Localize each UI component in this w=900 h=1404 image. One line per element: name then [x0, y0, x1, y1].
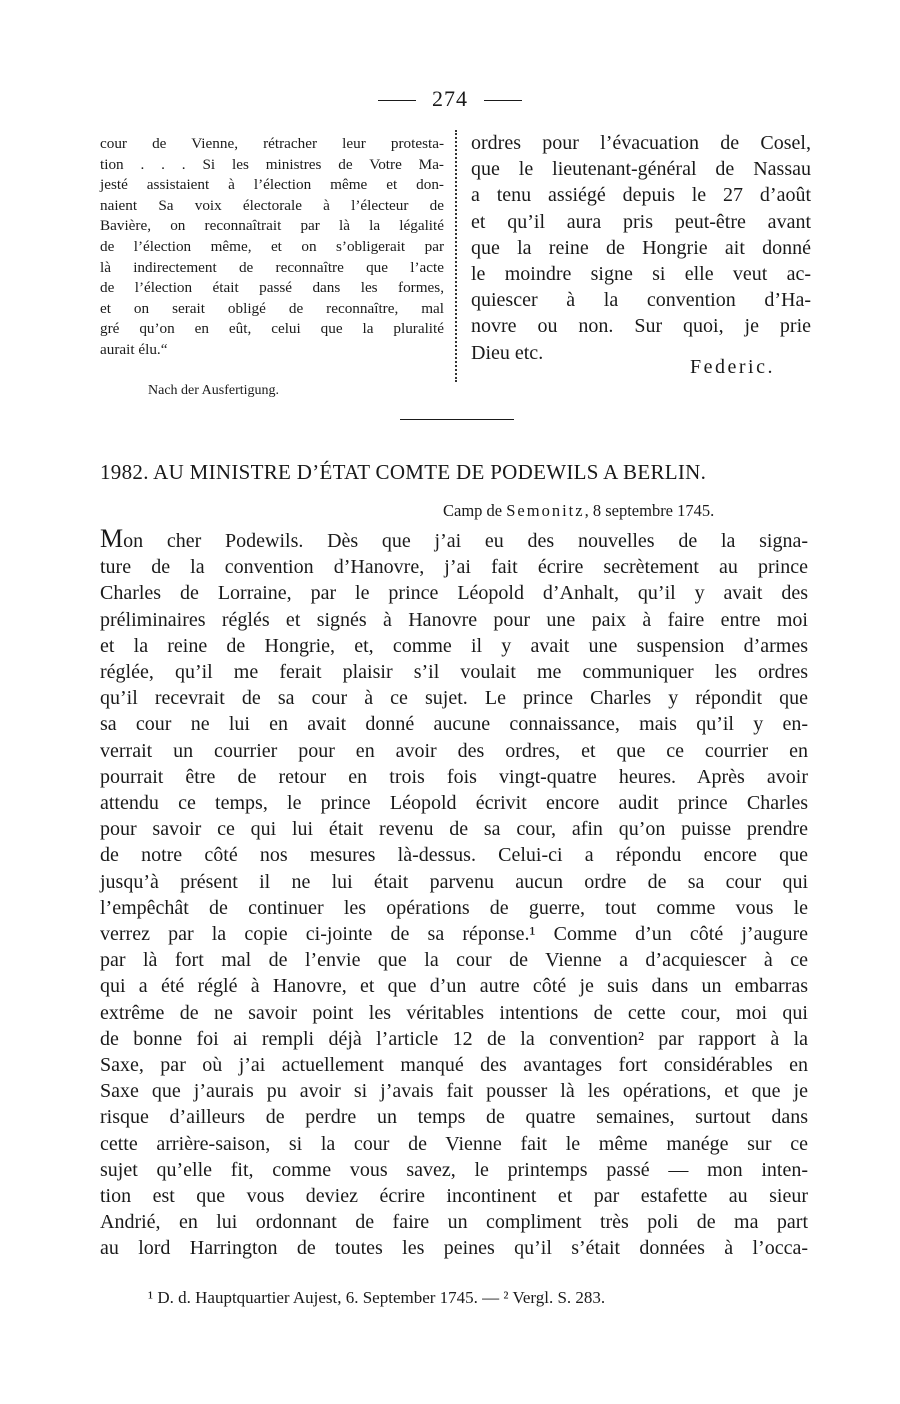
right-column-line: que la reine de Hongrie ait donné	[471, 236, 811, 259]
body-line: pourrait être de retour en trois fois vingt-quatre heures. Après avoir	[100, 765, 808, 788]
left-column-line: cour de Vienne, rétracher leur protesta-	[100, 135, 444, 152]
signature: Federic.	[690, 356, 775, 378]
left-column-quote	[100, 134, 444, 361]
body-line: préliminaires réglés et signés à Hanovre pour une paix à faire entre moi	[100, 608, 808, 631]
section-separator	[400, 419, 514, 420]
body-line: jusqu’à présent il ne lui était parvenu aucun ordre de sa cour qui	[100, 870, 808, 893]
letter-date: , 8 septembre 1745.	[584, 501, 715, 520]
left-column-line: aurait élu.“	[100, 340, 168, 358]
right-column-text	[471, 130, 811, 366]
body-line: qui a été réglé à Hanovre, et que d’un autre côté je suis dans un embarras	[100, 975, 808, 998]
body-line: cette arrière-saison, si la cour de Vienne fait le même manége sur ce	[100, 1132, 808, 1155]
left-column-line: gré qu’on en eût, celui que la pluralité	[100, 320, 444, 338]
letter-body	[100, 526, 808, 1262]
place-prefix: Camp de	[443, 501, 507, 520]
letter-heading: 1982. AU MINISTRE D’ÉTAT COMTE DE PODEWILS A BERLIN.	[100, 460, 707, 484]
page-number-dash-left	[378, 100, 416, 101]
page-number-dash-right	[484, 100, 522, 101]
place-name: Semonitz	[506, 501, 585, 520]
left-column-line: jesté assistaient à l’élection même et don-	[100, 176, 444, 194]
body-line: Andrié, en lui ordonnant de faire un compliment très poli de ma part	[100, 1211, 808, 1234]
body-line: Charles de Lorraine, par le prince Léopold d’Anhalt, qu’il y avait des	[100, 582, 808, 605]
right-column-line: le moindre signe si elle veut ac-	[471, 263, 811, 286]
right-column-line: a tenu assiégé depuis le 27 d’août	[471, 184, 811, 207]
body-line: tion est que vous deviez écrire incontinent et par estafette au sieur	[100, 1185, 808, 1208]
left-column-line: Bavière, on reconnaîtrait par là la légalité	[100, 217, 444, 235]
body-line: de bonne foi ai rempli déjà l’article 12 de la convention² par rapport à la	[100, 1027, 808, 1050]
left-column-line: tion . . . Si les ministres de Votre Ma-	[100, 155, 444, 173]
body-line: par là fort mal de l’envie que la cour de Vienne a d’acquiescer à ce	[100, 949, 808, 972]
left-column-line: là indirectement de reconnaître que l’acte	[100, 258, 444, 276]
body-line: verrez par la copie ci-jointe de sa réponse.¹ Comme d’un côté j’augure	[100, 923, 808, 946]
body-line: pour savoir ce qui lui était revenu de sa cour, afin qu’on puisse prendre	[100, 818, 808, 841]
right-column-line: ordres pour l’évacuation de Cosel,	[471, 132, 811, 154]
body-line: Saxe que j’aurais pu avoir si j’avais fait pousser là les opérations, et que je	[100, 1080, 808, 1103]
body-line: attendu ce temps, le prince Léopold écrivit encore audit prince Charles	[100, 792, 808, 815]
body-line: de notre côté nos mesures là-dessus. Celui-ci a répondu encore que	[100, 844, 808, 867]
left-column-line: de l’élection même, et on s’obligerait par	[100, 237, 444, 255]
body-line-first	[100, 526, 808, 554]
body-line: verrait un courrier pour en avoir des ordres, et que ce courrier en	[100, 739, 808, 762]
footnotes: ¹ D. d. Hauptquartier Aujest, 6. September 1745. — ² Vergl. S. 283.	[148, 1288, 606, 1307]
left-column-line: et on serait obligé de reconnaître, mal	[100, 299, 444, 317]
right-column-line: et qu’il aura pris peut-être avant	[471, 210, 811, 233]
right-column-line: que le lieutenant-général de Nassau	[471, 158, 811, 181]
body-line: sa cour ne lui en avait donné aucune connaissance, mais qu’il y en-	[100, 713, 808, 736]
page-number-text: 274	[432, 86, 468, 111]
body-line: au lord Harrington de toutes les peines qu’il s’était données à l’occa-	[100, 1237, 808, 1260]
left-column-line: naient Sa voix électorale à l’électeur de	[100, 196, 444, 214]
body-line: et la reine de Hongrie, et, comme il y avait une suspension d’armes	[100, 634, 808, 657]
source-note: Nach der Ausfertigung.	[148, 383, 280, 398]
body-line: ture de la convention d’Hanovre, j’ai fait écrire secrètement au prince	[100, 556, 808, 579]
page-number	[0, 86, 900, 112]
body-line: sujet qu’elle fit, comme vous savez, le printemps passé — mon inten-	[100, 1158, 808, 1181]
body-line: qu’il recevrait de sa cour à ce sujet. Le prince Charles y répondit que	[100, 687, 808, 710]
body-line: l’empêchât de continuer les opérations de guerre, tout comme vous le	[100, 896, 808, 919]
first-line-text: on cher Podewils. Dès que j’ai eu des nouvelles de la signa-	[123, 530, 808, 552]
left-column-line: de l’élection était passé dans les formes,	[100, 279, 444, 297]
body-line: Saxe, par où j’ai actuellement manqué des avantages fort considérables en	[100, 1054, 808, 1077]
body-line: extrême de ne savoir point les véritables intentions de cette cour, moi qui	[100, 1001, 808, 1024]
place-date	[443, 501, 714, 521]
right-column-line: quiescer à la convention d’Ha-	[471, 289, 811, 312]
body-line: réglée, qu’il me ferait plaisir s’il voulait me communiquer les ordres	[100, 661, 808, 684]
right-column-line: Dieu etc.	[471, 341, 544, 364]
initial-letter: M	[100, 524, 124, 553]
two-column-section	[0, 130, 900, 390]
column-divider	[455, 130, 457, 382]
body-line: risque d’ailleurs de perdre un temps de quatre semaines, surtout dans	[100, 1106, 808, 1129]
right-column-line: novre ou non. Sur quoi, je prie	[471, 315, 811, 338]
